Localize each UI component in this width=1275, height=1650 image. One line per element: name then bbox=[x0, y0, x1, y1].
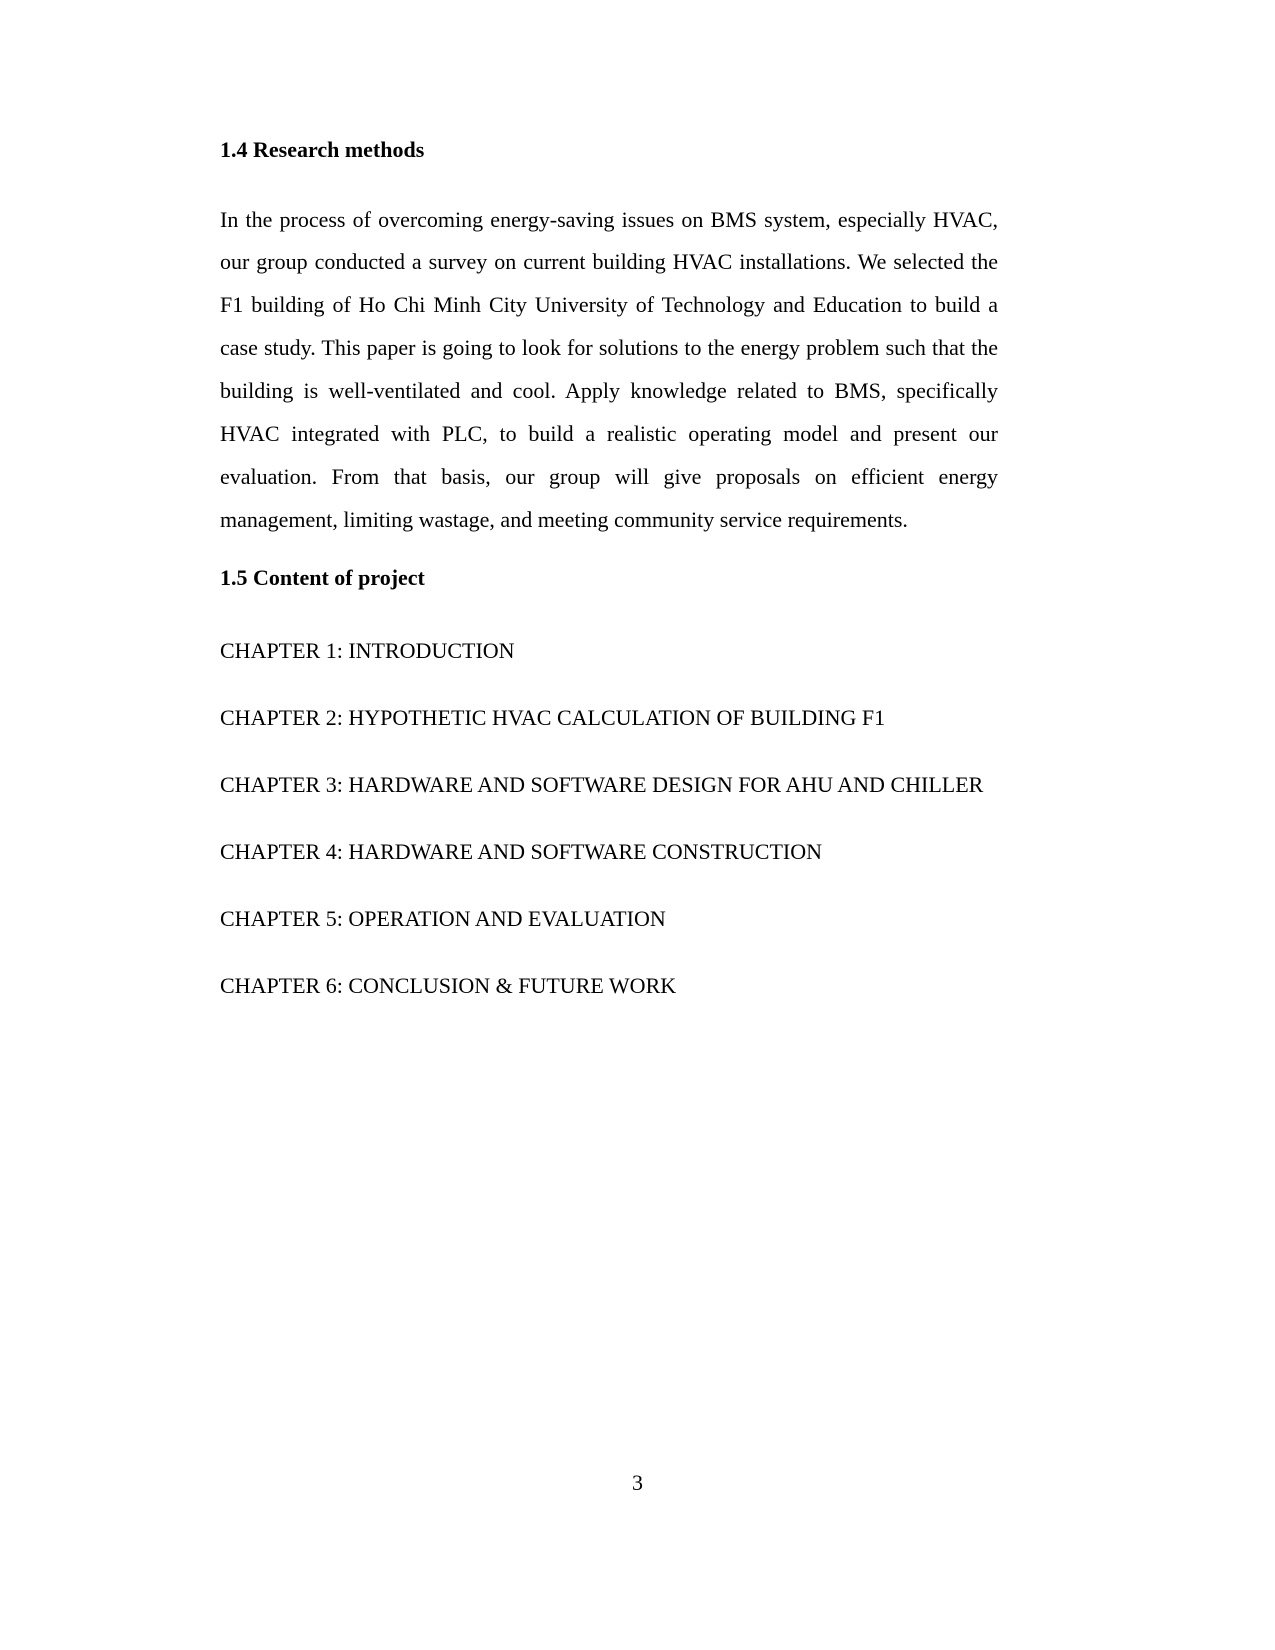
chapter-list-item-2: CHAPTER 2: HYPOTHETIC HVAC CALCULATION OF BUILDING F1 bbox=[220, 705, 886, 731]
page-content bbox=[220, 136, 998, 1032]
chapter-list-item-1: CHAPTER 1: INTRODUCTION bbox=[220, 638, 515, 664]
page-number: 3 bbox=[632, 1470, 643, 1495]
section-heading-content-of-project: 1.5 Content of project bbox=[220, 564, 425, 590]
chapter-list-item-5: CHAPTER 5: OPERATION AND EVALUATION bbox=[220, 905, 666, 931]
section-heading-research-methods: 1.4 Research methods bbox=[220, 137, 425, 162]
chapter-list-item-4: CHAPTER 4: HARDWARE AND SOFTWARE CONSTRUCTION bbox=[220, 838, 822, 864]
chapter-list-item-6: CHAPTER 6: CONCLUSION & FUTURE WORK bbox=[220, 972, 677, 998]
research-methods-paragraph: In the process of overcoming energy-saving issues on BMS system, especially HVAC, our group conducted a survey on current building HVAC installations. We selected the F1 building of Ho Chi Minh City University of Technology and Education to build a case study. This paper is going to look for solutions to the energy problem such that the building is well-ventilated and cool. Apply knowledge related to BMS, specifically HVAC integrated with PLC, to build a realistic operating model and present our evaluation. From that basis, our group will give proposals on efficient energy management, limiting wastage, and meeting community service requirements. bbox=[220, 206, 998, 532]
chapter-list-item-3: CHAPTER 3: HARDWARE AND SOFTWARE DESIGN FOR AHU AND CHILLER bbox=[220, 772, 984, 798]
